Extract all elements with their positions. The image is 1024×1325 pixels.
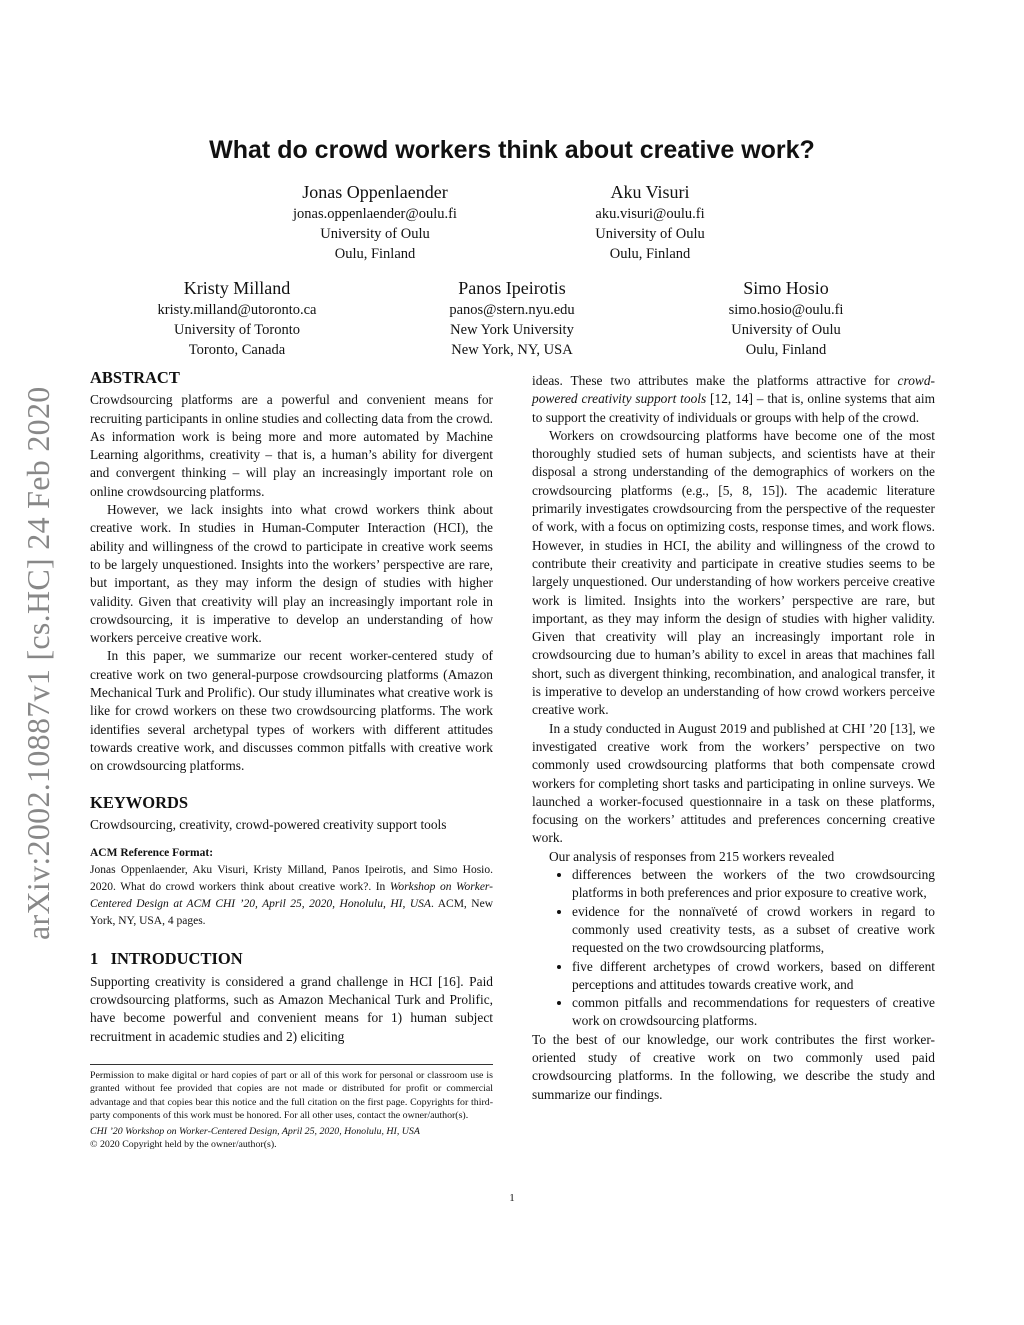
author-email: aku.visuri@oulu.fi <box>595 206 705 222</box>
intro-paragraph: Our analysis of responses from 215 workers revealed <box>549 848 835 864</box>
author-location: Oulu, Finland <box>334 246 416 262</box>
right-column <box>532 372 935 1104</box>
author-block <box>245 180 505 264</box>
introduction-heading: 1 INTRODUCTION <box>90 949 243 969</box>
paper-title: What do crowd workers think about creative work? <box>209 136 815 164</box>
list-item: • differences between the workers of the two crowdsourcing platforms in both preferences and prior exposure to creative work, <box>572 866 935 903</box>
footnote-divider <box>90 1064 493 1065</box>
author-affiliation: University of Oulu <box>731 322 841 338</box>
author-name: Aku Visuri <box>610 182 690 202</box>
author-block <box>382 276 642 360</box>
intro-paragraph: To the best of our knowledge, our work contributes the first worker-oriented study of creative work on two commonly used paid crowdsourcing platforms. In the following, we describe the study and summarize our findings. <box>532 1031 935 1102</box>
text-span: ideas. These two attributes make the platforms attractive for <box>532 373 898 388</box>
author-name: Kristy Milland <box>183 278 291 298</box>
intro-paragraph: Workers on crowdsourcing platforms have become one of the most thoroughly studied sets of human subjects, and scientists have at their disposal a strong understanding of the demographics of workers on the crowdsourcing platforms (e.g., [5, 8, 15]). The academic literature primarily investigates crowdsourcing from the perspective of the requester of work, with a focus on optimizing costs, response times, and work flows. However, in studies in HCI, the ability and willingness of the crowd to contribute their creativity and participate in creative studies seems to be largely unquestioned. Our understanding of how workers perceive creative work is limited. Insights into the workers’ perspective are rare, but important, as they may inform the design of studies with higher validity. Given that creativity will play an increasingly important role in crowdsourcing due to human’s ability to excel in areas that machines fall short, such as divergent thinking, recombination, and analogical transfer, it is imperative to develop an understanding of how crowd workers perceive creative work. <box>532 427 935 718</box>
list-item: • five different archetypes of crowd workers, based on different perceptions and attitudes towards creative work, and <box>572 958 935 995</box>
acm-reference-text <box>90 862 493 930</box>
list-item: • common pitfalls and recommendations for requesters of creative work on crowdsourcing platforms. <box>572 994 935 1031</box>
author-email: jonas.oppenlaender@oulu.fi <box>293 206 457 222</box>
list-item: • evidence for the nonnaïveté of crowd workers in regard to commonly used creativity tests, as a subset of creative work requested on the two crowdsourcing platforms, <box>572 903 935 958</box>
acm-reference-venue: Workshop on Worker-Centered Design at ACM CHI ’20, April 25, 2020, Honolulu, HI, USA <box>90 881 493 911</box>
author-name: Simo Hosio <box>743 278 829 298</box>
author-block <box>107 276 367 360</box>
arxiv-stamp: arXiv:2002.10887v1 [cs.HC] 24 Feb 2020 <box>20 386 56 940</box>
abstract-heading: ABSTRACT <box>90 368 180 387</box>
keywords-heading: KEYWORDS <box>90 792 189 812</box>
author-block <box>656 276 916 360</box>
abstract-paragraph: However, we lack insights into what crowd workers think about creative work. In studies in Human-Computer Interaction (HCI), the ability and willingness of the crowd to participate in creative work seems to be largely unquestioned. Insights into the workers’ perspective are rare, but important, as they may inform the design of studies with higher validity. Given that creativity will play an increasingly important role in crowdsourcing, it is imperative to develop an understanding of how workers perceive creative work. <box>90 502 493 646</box>
page-number: 1 <box>509 1192 515 1204</box>
emphasis: crowd-powered creativity support tools <box>532 373 935 407</box>
author-location: Toronto, Canada <box>188 342 286 358</box>
findings-list <box>532 866 935 1031</box>
intro-paragraph: In a study conducted in August 2019 and published at CHI ’20 [13], we investigated creative work from the workers’ perspective on two commonly used crowdsourcing platforms that both compensate crowd workers for completing short tasks and participating in online surveys. We launched a worker-focused questionnaire in a task on these platforms, focusing on the workers’ attitudes and preferences concerning creative work. <box>532 720 935 846</box>
intro-paragraph <box>532 372 935 427</box>
acm-reference-part: Jonas Oppenlaender, Aku Visuri, Kristy Milland, Panos Ipeirotis, and Simo Hosio. 2020. What do crowd workers think about creative work?. In <box>90 864 493 894</box>
author-email: simo.hosio@oulu.fi <box>728 302 844 318</box>
text-span: [12, 14] – that is, online systems that aim to support the creativity of individuals or groups with help of the crowd. <box>532 391 935 425</box>
venue-footnote: CHI ’20 Workshop on Worker-Centered Design, April 25, 2020, Honolulu, HI, USA <box>90 1125 420 1137</box>
author-affiliation: University of Toronto <box>174 322 300 338</box>
copyright-footnote: © 2020 Copyright held by the owner/author(s). <box>90 1138 277 1150</box>
keywords-text: Crowdsourcing, creativity, crowd-powered creativity support tools <box>90 816 447 832</box>
left-column <box>90 369 493 1151</box>
permission-footnote: Permission to make digital or hard copies of part or all of this work for personal or classroom use is granted without fee provided that copies are not made or distributed for profit or commercial advantage and that copies bear this notice and the full citation on the first page. Copyrights for third-party components of this work must be honored. For all other uses, contact the owner/author(s). <box>90 1069 493 1122</box>
abstract-paragraph: In this paper, we summarize our recent worker-centered study of creative work on two general-purpose crowdsourcing platforms (Amazon Mechanical Turk and Prolific). Our study illuminates what creative work is like for crowd workers on these two crowdsourcing platforms. The work identifies several archetypal types of workers with different attitudes towards creative work, and discusses common pitfalls with creative work on crowdsourcing platforms. <box>90 648 493 774</box>
acm-reference-part: . ACM, New York, NY, USA, 4 pages. <box>90 898 494 928</box>
author-name: Panos Ipeirotis <box>458 278 566 298</box>
author-affiliation: New York University <box>450 322 574 338</box>
author-name: Jonas Oppenlaender <box>302 182 448 202</box>
abstract-paragraph: Crowdsourcing platforms are a powerful and convenient means for recruiting participants in online studies and collecting data from the crowd. As information work is being more and more automated by Machine Learning algorithms, creativity – that is, a human’s ability for divergent and convergent thinking – will play an increasingly important role on online crowdsourcing platforms. <box>90 392 493 499</box>
intro-paragraph: Supporting creativity is considered a grand challenge in HCI [16]. Paid crowdsourcing platforms, such as Amazon Mechanical Turk and Prolific, have become powerful and convenient means for 1) human subject recruitment in academic studies and 2) eliciting <box>90 973 493 1044</box>
author-block <box>520 180 780 264</box>
author-affiliation: University of Oulu <box>595 226 705 242</box>
author-location: Oulu, Finland <box>745 342 827 358</box>
author-affiliation: University of Oulu <box>320 226 430 242</box>
author-email: kristy.milland@utoronto.ca <box>157 302 317 318</box>
author-location: New York, NY, USA <box>451 342 573 358</box>
author-email: panos@stern.nyu.edu <box>449 302 575 318</box>
acm-reference-heading: ACM Reference Format: <box>90 847 214 860</box>
author-location: Oulu, Finland <box>609 246 691 262</box>
